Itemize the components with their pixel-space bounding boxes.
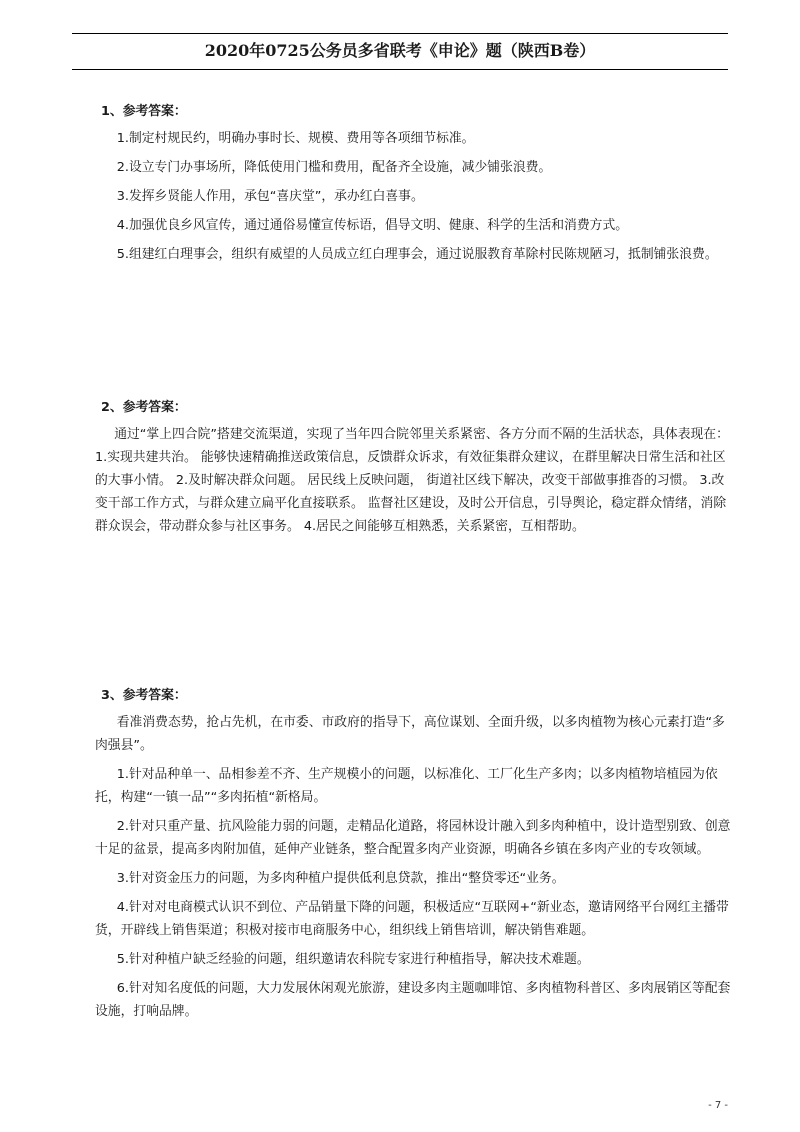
answer-section-3 bbox=[95, 684, 735, 1029]
section-heading: 3、参考答案： bbox=[101, 688, 187, 703]
answer-paragraph: 通过“掌上四合院”搭建交流渠道，实现了当年四合院邻里关系紧密、各方分而不隔的生活状态，具体表现在：1.实现共建共治。 能够快速精确推送政策信息，反馈群众诉求，有效征集群众建议，在群里解决日常生活和社区的大事小情。 2.及时解决群众问题。 居民线上反映问题， 街道社区线下解决，改变干部做事推沓的习惯。 3.改变干部工作方式，与群众建立扁平化直接联系。 监督社区建设，及时公开信息，引导舆论，稳定群众情绪，消除群众误会，带动群众参与社区事务。 4.居民之间能够互相熟悉，关系紧密，互相帮助。 bbox=[95, 427, 729, 534]
answer-paragraph: 4.加强优良乡风宣传，通过通俗易懂宣传标语，倡导文明、健康、科学的生活和消费方式。 bbox=[116, 218, 629, 233]
answer-paragraph: 3.发挥乡贤能人作用，承包“喜庆堂”，承办红白喜事。 bbox=[116, 189, 424, 204]
answer-section-2 bbox=[95, 396, 735, 544]
answer-paragraph: 2.针对只重产量、抗风险能力弱的问题，走精品化道路，将园林设计融入到多肉种植中，设计造型别致、创意十足的盆景，提高多肉附加值，延伸产业链条，整合配置多肉产业资源，明确各乡镇在多肉产业的专攻领域。 bbox=[95, 819, 731, 857]
answer-paragraph: 4.针对对电商模式认识不到位、产品销量下降的问题，积极适应“互联网+“新业态，邀请网络平台网红主播带货，开辟线上销售渠道；积极对接市电商服务中心，组织线上销售培训，解决销售难题。 bbox=[95, 900, 729, 938]
section-heading: 2、参考答案： bbox=[101, 400, 187, 415]
answer-paragraph: 2.设立专门办事场所，降低使用门槛和费用，配备齐全设施，减少铺张浪费。 bbox=[116, 160, 552, 175]
page-title: 2020年0725公务员多省联考《申论》题（陕西B卷） bbox=[204, 41, 596, 60]
answer-paragraph: 1.制定村规民约，明确办事时长、规模、费用等各项细节标准。 bbox=[116, 131, 475, 146]
title-rule bbox=[72, 69, 728, 70]
answer-section-1 bbox=[95, 100, 735, 272]
answer-paragraph: 6.针对知名度低的问题，大力发展休闲观光旅游，建设多肉主题咖啡馆、多肉植物科普区、多肉展销区等配套设施，打响品牌。 bbox=[95, 981, 731, 1019]
answer-paragraph: 看准消费态势，抢占先机，在市委、市政府的指导下，高位谋划、全面升级，以多肉植物为核心元素打造“多肉强县”。 bbox=[95, 715, 725, 753]
answer-paragraph: 1.针对品种单一、品相参差不齐、生产规模小的问题，以标准化、工厂化生产多肉；以多肉植物培植园为依托，构建“一镇一品”“多肉拓植“新格局。 bbox=[95, 767, 718, 805]
top-rule bbox=[72, 33, 728, 34]
answer-paragraph: 5.组建红白理事会，组织有威望的人员成立红白理事会，通过说服教育革除村民陈规陋习，抵制铺张浪费。 bbox=[116, 247, 718, 262]
answer-paragraph: 5.针对种植户缺乏经验的问题，组织邀请农科院专家进行种植指导，解决技术难题。 bbox=[116, 952, 590, 967]
section-heading: 1、参考答案： bbox=[101, 104, 187, 119]
answer-paragraph: 3.针对资金压力的问题，为多肉种植户提供低利息贷款，推出“整贷零还“业务。 bbox=[116, 871, 565, 886]
page-number: - 7 - bbox=[708, 1100, 728, 1111]
